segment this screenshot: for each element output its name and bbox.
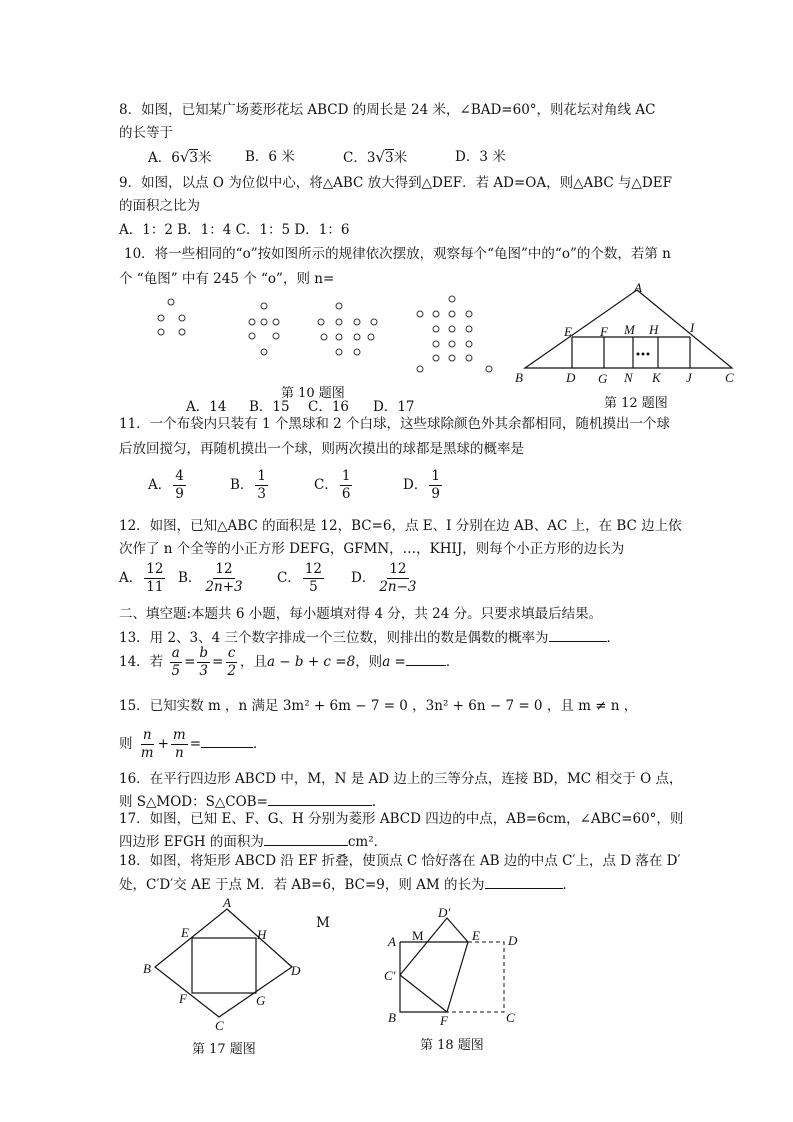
- q12-line1: 12．如图，已知△ABC 的面积是 12，BC=6，点 E、I 分别在边 AB、AC 上，在 BC 边上依: [119, 518, 682, 534]
- q18-blank[interactable]: [485, 874, 563, 889]
- q8-line2: 的长等于: [119, 125, 173, 141]
- fig17-label-d: D: [291, 963, 301, 978]
- fig12-label-e: E: [564, 324, 572, 339]
- fig17-label-f: F: [179, 991, 187, 1006]
- fig18-label-a: A: [388, 934, 396, 949]
- fig18-label-b: B: [388, 1010, 396, 1025]
- fig18-label-cprime: C′: [384, 968, 396, 983]
- fig12-label-m: M: [624, 322, 635, 337]
- fig17-caption: 第 17 题图: [192, 1042, 256, 1057]
- fig12-label-j: J: [686, 370, 692, 385]
- q14-line: 14．若 $\frac{a}{5}$ = $\frac{b}{3}$ = $\frac{c}{2}$ ，且a − b + c =8，则a = ．: [119, 645, 460, 679]
- fig17-diagram: [135, 895, 315, 1035]
- stray-label-m: M: [316, 915, 330, 931]
- fig12-label-d: D: [566, 370, 576, 385]
- q12-option-a: A． $\frac{12}{11}$: [119, 561, 164, 595]
- fig17-label-a: A: [223, 895, 231, 910]
- q17-line2: 四边形 EFGH 的面积为 cm²．: [119, 831, 387, 851]
- q15-blank[interactable]: [201, 733, 253, 748]
- fig17-label-h: H: [257, 927, 267, 942]
- fig18-label-f: F: [440, 1013, 448, 1028]
- q11-option-b: B． $\frac{1}{3}$: [230, 468, 267, 502]
- fig18-label-c: C: [506, 1010, 515, 1025]
- fig12-caption: 第 12 题图: [604, 396, 668, 411]
- fig17-label-g: G: [256, 993, 266, 1008]
- q13-text: 13．用 2、3、4 三个数字排成一个三位数，则排出的数是偶数的概率为 ．: [119, 627, 620, 647]
- fig12-label-g: G: [598, 371, 608, 386]
- turtle-figures: [140, 290, 510, 380]
- q10-option-b: B．15: [249, 399, 290, 415]
- q16-line2: 则 S△MOD：S△COB= ．: [119, 791, 385, 811]
- section2-heading: 二、填空题:本题共 6 小题，每小题填对得 4 分，共 24 分。只要求填最后结果。: [119, 606, 603, 622]
- q9-options: A．1：2 B．1：4 C．1：5 D．1：6: [119, 222, 350, 238]
- fig12-label-k: K: [652, 370, 661, 385]
- q10-line1: 10．将一些相同的“o”按如图所示的规律依次摆放，观察每个“龟图”中的“o”的个数，若第 n: [124, 246, 671, 262]
- fig12-label-h: H: [649, 322, 659, 337]
- q11-option-a: A． $\frac{4}{9}$: [148, 468, 184, 502]
- q12-line2: 次作了 n 个全等的小正方形 DEFG，GFMN，…，KHIJ，则每个小正方形的边长为: [119, 541, 625, 557]
- q11-line2: 后放回搅匀，再随机摸出一个球，则两次摸出的球都是黑球的概率是: [119, 441, 524, 457]
- q13-blank[interactable]: [549, 627, 607, 642]
- q8-option-c: C．3√3米: [343, 148, 408, 166]
- fig17-label-e: E: [181, 925, 189, 940]
- q8-option-a: A．6√3米: [148, 148, 212, 166]
- fig12-label-f: F: [600, 324, 608, 339]
- turtle-figure-1: [158, 299, 185, 335]
- q15-line1: 15．已知实数 m ，n 满足 3m² + 6m − 7 = 0 ，3n² + 6n − 7 = 0 ，且 m ≠ n ，: [119, 698, 638, 714]
- fig17-label-c: C: [215, 1018, 224, 1033]
- fig18-label-dprime: D′: [438, 905, 451, 920]
- q16-blank[interactable]: [268, 791, 372, 806]
- fig17-label-b: B: [143, 961, 151, 976]
- q12-option-c: C． $\frac{12}{5}$: [277, 561, 323, 595]
- q10-option-a: A．14: [186, 399, 227, 415]
- fig18-label-e: E: [472, 928, 480, 943]
- q10-option-d: D．17: [373, 399, 415, 415]
- q18-line1: 18．如图，将矩形 ABCD 沿 EF 折叠，使顶点 C 恰好落在 AB 边的中点 C′上，点 D 落在 D′: [119, 853, 681, 869]
- fig18-diagram: [380, 902, 530, 1032]
- q8-option-b: B．6 米: [245, 149, 295, 165]
- fig18-label-d: D: [508, 933, 518, 948]
- fig12-label-a: A: [634, 280, 642, 295]
- fig18-label-m: M: [412, 928, 424, 943]
- q18-line2: 处，C′D′交 AE 于点 M．若 AB=6，BC=9，则 AM 的长为 ．: [119, 874, 576, 894]
- q9-line1: 9．如图，以点 O 为位似中心，将△ABC 放大得到△DEF．若 AD=OA，则△ABC 与△DEF: [119, 175, 672, 191]
- q17-line1: 17．如图，已知 E、F、G、H 分别为菱形 ABCD 四边的中点，AB=6cm，∠ABC=60°，则: [119, 811, 684, 827]
- q15-line2: 则 $\frac{n}{m}$ + $\frac{m}{n}$ = ．: [119, 727, 267, 761]
- turtle-figure-4: [417, 296, 492, 372]
- fig10-caption: 第 10 题图: [281, 386, 345, 401]
- fig12-label-c: C: [725, 370, 734, 385]
- q10-line2: 个 “龟图” 中有 245 个 “o”，则 n=: [119, 271, 335, 287]
- q8-option-d: D．3 米: [455, 149, 506, 165]
- fig12-label-n: N: [624, 370, 633, 385]
- q17-blank[interactable]: [264, 831, 348, 846]
- q10-option-c: C．16: [308, 399, 350, 415]
- q8-line1: 8．如图，已知某广场菱形花坛 ABCD 的周长是 24 米，∠BAD=60°，则花坛对角线 AC: [119, 102, 656, 118]
- fig12-diagram: [510, 278, 750, 390]
- q16-line1: 16．在平行四边形 ABCD 中，M，N 是 AD 边上的三等分点，连接 BD，MC 相交于 O 点，: [119, 771, 683, 787]
- fig12-label-i: I: [690, 320, 695, 335]
- fig18-caption: 第 18 题图: [420, 1038, 484, 1053]
- fig12-label-b: B: [515, 370, 523, 385]
- q9-line2: 的面积之比为: [119, 198, 200, 214]
- turtle-figure-3: [318, 303, 377, 355]
- q12-option-b: B． $\frac{12}{2n+3}$: [178, 561, 243, 595]
- q12-option-d: D． $\frac{12}{2n-3}$: [351, 561, 417, 595]
- q11-option-d: D． $\frac{1}{9}$: [403, 468, 440, 502]
- q11-option-c: C． $\frac{1}{6}$: [314, 468, 351, 502]
- turtle-figure-2: [249, 303, 279, 355]
- q14-blank[interactable]: [406, 651, 446, 666]
- q11-line1: 11．一个布袋内只装有 1 个黑球和 2 个白球，这些球除颜色外其余都相同，随机摸出一个球: [119, 416, 671, 432]
